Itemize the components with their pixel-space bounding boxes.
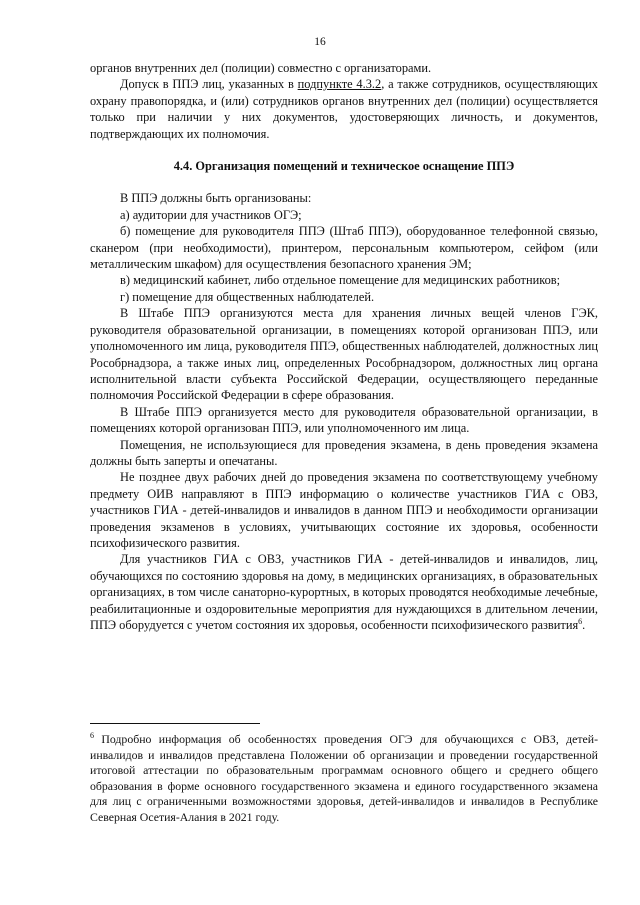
special-needs-end: .	[582, 618, 586, 632]
footnote	[90, 732, 598, 826]
paragraph-special-needs	[90, 551, 598, 633]
footnote-divider	[90, 723, 260, 724]
paragraph-storage: В Штабе ППЭ организуются места для хранения личных вещей членов ГЭК, руководителя образовательной организации, в помещениях которой организован ППЭ, или уполномоченного им лица, руководителя ППЭ, общественных наблюдателей, должностных лиц Рособрнадзора, а также иных лиц, определенных Рособрнадзором, должностных лиц органа исполнительной власти субъекта Российской Федерации, осуществляющего переданные полномочия Российской Федерации в сфере образования.	[90, 306, 598, 403]
paragraph-headquarters: В Штабе ППЭ организуется место для руководителя образовательной организации, в помещениях которой организован ППЭ, или уполномоченного им лица.	[90, 404, 598, 436]
page-number: 16	[314, 36, 326, 48]
list-item-b: б) помещение для руководителя ППЭ (Штаб ППЭ), оборудованное телефонной связью, сканером (при необходимости), принтером, персональным компьютером, сейфом (или металлическим шкафом) для осуществления безопасного хранения ЭМ;	[90, 224, 598, 272]
paragraph-intro: В ППЭ должны быть организованы:	[120, 191, 312, 206]
footnote-mark: 6	[90, 731, 94, 741]
list-item-g: г) помещение для общественных наблюдателей.	[120, 289, 375, 304]
admission-text-end: , а также сотрудников, осуществляющих охрану правопорядка, и (или) сотрудников органов внутренних дел (полиции) осуществляется только при наличии у них документов, удостоверяющих личность, и документов, подтверждающих их полномочия.	[90, 77, 598, 141]
list-item-a: а) аудитории для участников ОГЭ;	[120, 207, 302, 222]
subclause-link[interactable]: подпункте 4.3.2	[297, 77, 382, 92]
section-heading: 4.4. Организация помещений и техническое оснащение ППЭ	[173, 159, 515, 174]
special-needs-text: Для участников ГИА с ОВЗ, участников ГИА - детей-инвалидов и инвалидов, лиц, обучающихся по состоянию здоровья на дому, в медицинских организациях, в образовательных организациях, в том числе санаторно-курортных, в которых проводятся необходимые лечебные, реабилитационные и оздоровительные мероприятия для нуждающихся в длительном лечении, ППЭ оборудуется с учетом состояния их здоровья, особенности психофизического развития	[90, 552, 598, 632]
footnote-reference[interactable]: 6	[578, 616, 583, 626]
document-body	[90, 60, 598, 633]
footnote-text: Подробно информация об особенностях проведения ОГЭ для обучающихся с ОВЗ, детей-инвалидов и инвалидов представлена Положении об организации и проведении государственной итоговой аттестации по образовательным программам основного общего и среднего общего образования в форме основного государственного экзамена и единого государственного экзамена для лиц с ограниченными возможностями здоровья, детей-инвалидов и инвалидов в Республике Северная Осетия-Алания в 2021 году.	[90, 732, 598, 824]
list-item-v: в) медицинский кабинет, либо отдельное помещение для медицинских работников;	[120, 273, 561, 288]
paragraph-police: органов внутренних дел (полиции) совместно с организаторами.	[90, 61, 432, 75]
paragraph-notification: Не позднее двух рабочих дней до проведения экзамена по соответствующему учебному предмету ОИВ направляют в ППЭ информацию о количестве участников ГИА с ОВЗ, участников ГИА - детей-инвалидов и инвалидов в данном ППЭ и необходимости организации проведения экзаменов в условиях, учитывающих состояние их здоровья, особенности психофизического развития.	[90, 470, 598, 550]
paragraph-admission	[90, 76, 598, 142]
paragraph-locked-rooms: Помещения, не использующиеся для проведения экзамена, в день проведения экзамена должны быть заперты и опечатаны.	[90, 437, 598, 468]
admission-text-start: Допуск в ППЭ лиц, указанных в	[120, 77, 298, 92]
